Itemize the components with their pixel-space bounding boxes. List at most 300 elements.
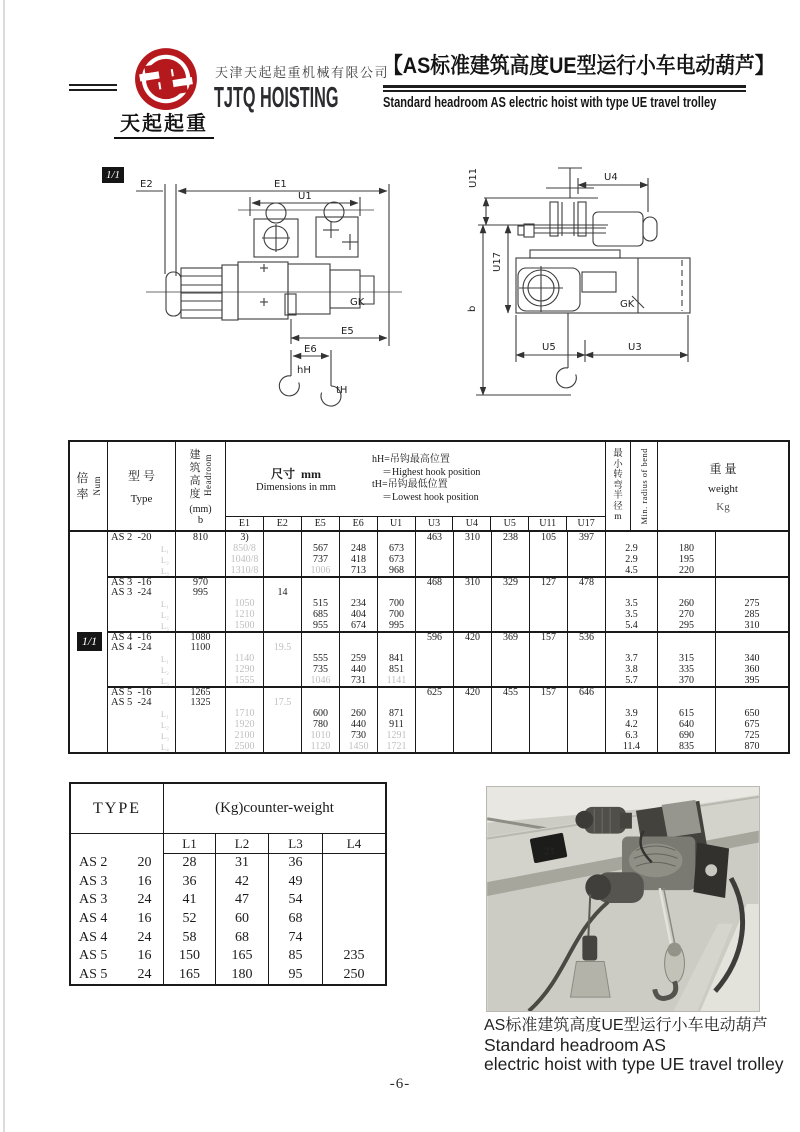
- table-cell: 640: [658, 719, 716, 730]
- dim-label-gk: GK: [350, 297, 365, 308]
- col-label-u5: U5: [491, 517, 529, 530]
- table-cell: 440: [340, 719, 378, 730]
- table-cell: [302, 587, 340, 598]
- table-cell: 180: [216, 966, 269, 985]
- table-cell: 235: [343, 948, 365, 964]
- table-cell: [226, 633, 264, 642]
- table-cell: 41: [164, 891, 216, 910]
- dim-label-gk: GK: [620, 299, 635, 310]
- table-cell: [416, 543, 454, 554]
- table-cell: [302, 532, 340, 543]
- type-header-en: Type: [130, 493, 153, 505]
- table-cell: 275: [744, 598, 760, 609]
- photo-caption-en-line2: electric hoist with type UE travel trolley: [484, 1053, 784, 1074]
- reeving-cell: [70, 532, 107, 752]
- table-cell: [176, 620, 226, 631]
- table-cell: [454, 697, 492, 708]
- table-cell: 1040/8: [226, 554, 264, 565]
- table-cell: 54: [269, 891, 323, 910]
- table-cell: 478: [568, 578, 606, 587]
- table-cell: 1310/8: [226, 565, 264, 576]
- table-cell: 49: [269, 873, 323, 892]
- table-cell: AS 4: [79, 911, 108, 927]
- table-cell: [716, 578, 788, 587]
- dimension-table-header: [108, 442, 788, 532]
- table-cell: [658, 688, 716, 697]
- table-cell: 238: [492, 532, 530, 543]
- table-cell: [302, 697, 340, 708]
- table-cell: [716, 565, 788, 576]
- table-cell: [530, 741, 568, 752]
- note-line: hH=吊钩最高位置: [372, 454, 450, 466]
- col-label-l1: L1: [164, 834, 216, 854]
- col-label-u11: U11: [529, 517, 567, 530]
- table-cell: [454, 609, 492, 620]
- dimension-table-body: [108, 532, 788, 752]
- table-cell: [568, 741, 606, 752]
- company-logo: [133, 46, 199, 112]
- table-cell: [492, 642, 530, 653]
- dims-unit: mm: [301, 467, 321, 482]
- table-row: [108, 620, 788, 631]
- table-cell: [176, 719, 226, 730]
- table-cell: [530, 620, 568, 631]
- table-cell: [530, 565, 568, 576]
- table-cell: [454, 741, 492, 752]
- table-cell: [492, 741, 530, 752]
- table-cell: [264, 543, 302, 554]
- cw-column-labels: [71, 834, 385, 854]
- radius-header-cn: 最小转弯半径m: [613, 449, 623, 523]
- table-cell: 24: [126, 928, 164, 947]
- table-cell: [454, 719, 492, 730]
- table-cell: [492, 675, 530, 686]
- table-cell: 24: [126, 891, 164, 910]
- table-row: [108, 741, 788, 752]
- note-line: tH=吊钩最低位置: [372, 479, 448, 491]
- table-cell: 646: [568, 688, 606, 697]
- radius-header-en: Min. radius of bend: [639, 447, 649, 525]
- dims-header-en: Dimensions in mm: [256, 482, 336, 494]
- table-cell: 165: [164, 966, 216, 985]
- radius-header: [606, 442, 658, 530]
- col-label-u17: U17: [577, 518, 595, 530]
- reeving-header-en: Num: [91, 476, 102, 496]
- table-cell: [340, 633, 378, 642]
- headroom-header-cn: 建筑高度: [189, 448, 201, 500]
- table-row: [108, 543, 788, 554]
- table-cell: [658, 587, 716, 598]
- table-cell: [716, 642, 788, 653]
- table-cell: [176, 609, 226, 620]
- table-cell: [530, 697, 568, 708]
- table-cell: [226, 697, 264, 708]
- table-cell: [530, 598, 568, 609]
- table-cell: [176, 653, 226, 664]
- table-cell: [454, 642, 492, 653]
- table-row: [108, 708, 788, 719]
- table-cell: 68: [216, 928, 269, 947]
- table-cell: 536: [568, 633, 606, 642]
- table-cell: [176, 675, 226, 686]
- table-cell: 195: [658, 554, 716, 565]
- end-view-drawing: [446, 160, 750, 412]
- table-cell: 250: [343, 966, 365, 982]
- table-cell: 105: [530, 532, 568, 543]
- table-cell: 340: [744, 653, 760, 664]
- table-cell: 68: [269, 910, 323, 929]
- table-cell: [492, 708, 530, 719]
- table-cell: [416, 741, 454, 752]
- table-cell: 420: [454, 688, 492, 697]
- table-cell: 673: [378, 554, 416, 565]
- table-cell: L₂: [108, 664, 176, 675]
- table-cell: [606, 688, 658, 697]
- counterweight-table-body: [71, 854, 385, 984]
- table-cell: 995: [378, 620, 416, 631]
- table-cell: AS 3: [79, 892, 108, 908]
- table-cell: [492, 730, 530, 741]
- table-cell: [568, 653, 606, 664]
- cw-main-header: (Kg)counter-weight: [215, 800, 334, 816]
- company-name-english: TJTQ HOISTING: [214, 82, 339, 114]
- table-cell: [416, 554, 454, 565]
- table-cell: 1721: [378, 741, 416, 752]
- table-cell: 31: [216, 854, 269, 873]
- table-cell: 911: [378, 719, 416, 730]
- table-cell: 36: [269, 854, 323, 873]
- table-cell: [264, 598, 302, 609]
- table-cell: 2500: [226, 741, 264, 752]
- table-cell: [264, 730, 302, 741]
- table-row: [71, 910, 385, 929]
- table-cell: [176, 741, 226, 752]
- table-cell: 248: [340, 543, 378, 554]
- table-cell: 1080: [176, 633, 226, 642]
- table-row: [108, 631, 788, 642]
- table-row: [71, 966, 385, 985]
- table-cell: 567: [302, 543, 340, 554]
- table-cell: 234: [340, 598, 378, 609]
- table-cell: 690: [658, 730, 716, 741]
- table-cell: L₁: [108, 598, 176, 609]
- table-row: [108, 686, 788, 697]
- table-cell: [492, 554, 530, 565]
- table-cell: [264, 719, 302, 730]
- table-cell: [323, 910, 385, 929]
- note-line: ＝Highest hook position: [382, 466, 481, 478]
- weight-unit: Kg: [716, 500, 730, 513]
- table-cell: 468: [416, 578, 454, 587]
- table-cell: AS 2 -20: [108, 532, 176, 543]
- table-cell: 871: [378, 708, 416, 719]
- table-cell: [658, 642, 716, 653]
- table-cell: L₂: [108, 719, 176, 730]
- table-cell: 180: [658, 543, 716, 554]
- table-cell: [264, 620, 302, 631]
- table-cell: [568, 609, 606, 620]
- table-cell: 685: [302, 609, 340, 620]
- table-cell: L₃: [108, 620, 176, 631]
- table-cell: L₂: [108, 609, 176, 620]
- table-cell: 650: [744, 708, 760, 719]
- header-double-rule: [69, 84, 117, 94]
- table-cell: 24: [126, 966, 164, 985]
- table-cell: 16: [126, 910, 164, 929]
- table-cell: [568, 730, 606, 741]
- page-edge-line: [3, 0, 5, 1132]
- table-row: [71, 928, 385, 947]
- table-cell: [454, 565, 492, 576]
- col-label-l4: L4: [323, 834, 385, 854]
- table-cell: [606, 697, 658, 708]
- table-row: [108, 598, 788, 609]
- company-name-chinese: 天津天起起重机械有限公司: [215, 65, 390, 80]
- table-cell: [176, 664, 226, 675]
- table-cell: [416, 587, 454, 598]
- table-cell: 515: [302, 598, 340, 609]
- table-cell: 1325: [176, 697, 226, 708]
- table-cell: 1140: [226, 653, 264, 664]
- table-cell: [226, 688, 264, 697]
- table-cell: [454, 675, 492, 686]
- dim-label-e6: E6: [304, 344, 317, 355]
- table-cell: 675: [744, 719, 760, 730]
- table-cell: 58: [164, 928, 216, 947]
- table-cell: [176, 730, 226, 741]
- table-cell: [340, 642, 378, 653]
- reeving-header-cn: 倍率: [76, 471, 89, 501]
- table-cell: 4.5: [606, 565, 658, 576]
- dim-label-e2: E2: [140, 179, 153, 190]
- table-cell: [378, 578, 416, 587]
- table-cell: 1210: [226, 609, 264, 620]
- table-row: [108, 565, 788, 576]
- table-cell: 220: [658, 565, 716, 576]
- table-cell: L₁: [108, 653, 176, 664]
- table-cell: [568, 719, 606, 730]
- table-cell: 835: [658, 741, 716, 752]
- table-cell: [416, 675, 454, 686]
- table-cell: 16: [126, 873, 164, 892]
- table-cell: 157: [530, 688, 568, 697]
- table-cell: [264, 633, 302, 642]
- col-label-u3: U3: [416, 517, 454, 530]
- table-cell: [568, 675, 606, 686]
- cw-header-spacer: [71, 834, 164, 854]
- drawing-lines: [476, 168, 690, 395]
- side-view-drawing: [126, 164, 428, 436]
- table-cell: [492, 653, 530, 664]
- table-cell: 260: [340, 708, 378, 719]
- table-cell: [568, 620, 606, 631]
- table-cell: 47: [216, 891, 269, 910]
- table-cell: [340, 532, 378, 543]
- table-cell: 420: [454, 633, 492, 642]
- table-cell: 397: [568, 532, 606, 543]
- page-subtitle: Standard headroom AS electric hoist with type UE travel trolley: [383, 94, 717, 111]
- table-cell: 1710: [226, 708, 264, 719]
- table-cell: 3): [226, 532, 264, 543]
- table-cell: [454, 587, 492, 598]
- table-cell: [264, 554, 302, 565]
- table-cell: 60: [216, 910, 269, 929]
- table-cell: 335: [658, 664, 716, 675]
- dims-header-cn: 尺寸: [270, 467, 295, 482]
- table-cell: L₁: [108, 543, 176, 554]
- table-cell: 28: [164, 854, 216, 873]
- table-cell: 310: [454, 578, 492, 587]
- table-cell: 395: [744, 675, 760, 686]
- table-cell: [302, 578, 340, 587]
- table-cell: [340, 697, 378, 708]
- capacity-sign-text: 2t: [542, 845, 557, 859]
- table-cell: [568, 554, 606, 565]
- dim-label-b: b: [467, 305, 478, 312]
- table-cell: 1120: [302, 741, 340, 752]
- table-cell: [176, 554, 226, 565]
- table-cell: 95: [269, 966, 323, 985]
- table-cell: [568, 697, 606, 708]
- table-cell: [568, 598, 606, 609]
- table-cell: [716, 532, 788, 543]
- table-cell: 1450: [340, 741, 378, 752]
- table-cell: [226, 642, 264, 653]
- table-cell: [568, 664, 606, 675]
- weight-header-en: weight: [708, 482, 738, 495]
- dim-label-u4: U4: [604, 172, 618, 183]
- logo-chinese-name: 天起起重: [114, 107, 214, 139]
- table-cell: [416, 598, 454, 609]
- table-cell: [530, 719, 568, 730]
- table-cell: [568, 565, 606, 576]
- table-cell: [716, 633, 788, 642]
- table-cell: 730: [340, 730, 378, 741]
- table-cell: [454, 664, 492, 675]
- table-cell: [378, 642, 416, 653]
- table-cell: [716, 587, 788, 598]
- reeving-column: [70, 442, 108, 752]
- table-row: [71, 854, 385, 873]
- table-cell: [606, 532, 658, 543]
- table-cell: 851: [378, 664, 416, 675]
- table-cell: 3.5: [606, 609, 658, 620]
- table-cell: AS 2: [79, 855, 108, 871]
- table-cell: [530, 708, 568, 719]
- table-cell: 5.7: [606, 675, 658, 686]
- table-cell: [568, 543, 606, 554]
- table-cell: [416, 620, 454, 631]
- table-cell: 1006: [302, 565, 340, 576]
- table-row: [108, 664, 788, 675]
- table-cell: AS 5 -16: [108, 688, 176, 697]
- table-cell: [658, 578, 716, 587]
- col-label-u4: U4: [453, 517, 491, 530]
- table-cell: 1141: [378, 675, 416, 686]
- table-cell: 970: [176, 578, 226, 587]
- table-cell: 700: [378, 598, 416, 609]
- table-cell: [416, 609, 454, 620]
- table-cell: 968: [378, 565, 416, 576]
- table-cell: AS 5: [79, 948, 108, 964]
- table-cell: [340, 578, 378, 587]
- table-row: [71, 891, 385, 910]
- table-cell: 1100: [176, 642, 226, 653]
- dim-label-u17: U17: [492, 251, 503, 272]
- table-cell: 19.5: [264, 642, 302, 653]
- table-cell: [606, 587, 658, 598]
- table-cell: [454, 730, 492, 741]
- hook-position-note: [366, 454, 605, 504]
- table-cell: 369: [492, 633, 530, 642]
- table-cell: 615: [658, 708, 716, 719]
- table-cell: 315: [658, 653, 716, 664]
- photo-caption-en-line1: Standard headroom AS: [484, 1035, 666, 1055]
- table-cell: [454, 653, 492, 664]
- table-cell: [323, 928, 385, 947]
- dim-label-e5: E5: [341, 326, 354, 337]
- table-cell: 674: [340, 620, 378, 631]
- type-header-cn: 型 号: [127, 469, 155, 483]
- table-cell: 3.7: [606, 653, 658, 664]
- col-label-e5: E5: [302, 517, 340, 530]
- table-cell: [716, 543, 788, 554]
- table-cell: 600: [302, 708, 340, 719]
- table-cell: [492, 565, 530, 576]
- table-cell: [416, 719, 454, 730]
- table-cell: [492, 697, 530, 708]
- table-cell: [492, 664, 530, 675]
- table-cell: 713: [340, 565, 378, 576]
- table-cell: [716, 697, 788, 708]
- table-cell: [658, 633, 716, 642]
- table-cell: 731: [340, 675, 378, 686]
- dim-label-u3: U3: [628, 342, 642, 353]
- table-cell: [264, 653, 302, 664]
- table-cell: [416, 653, 454, 664]
- table-cell: [492, 719, 530, 730]
- table-cell: [264, 578, 302, 587]
- photo-caption: [484, 1016, 784, 1073]
- col-label-e6: E6: [340, 517, 378, 530]
- table-cell: [323, 854, 385, 873]
- table-cell: 625: [416, 688, 454, 697]
- page-title: 【AS标准建筑高度UE型运行小车电动葫芦】: [383, 53, 775, 78]
- table-cell: 404: [340, 609, 378, 620]
- scale-badge: 1/1: [102, 167, 124, 183]
- table-cell: 285: [744, 609, 760, 620]
- table-cell: [378, 688, 416, 697]
- table-cell: [492, 620, 530, 631]
- table-cell: [530, 543, 568, 554]
- table-cell: [264, 664, 302, 675]
- table-cell: [302, 633, 340, 642]
- table-cell: [176, 708, 226, 719]
- table-row: [108, 697, 788, 708]
- table-cell: 127: [530, 578, 568, 587]
- headroom-header: [176, 442, 226, 530]
- table-cell: 14: [264, 587, 302, 598]
- table-cell: [454, 708, 492, 719]
- table-cell: [264, 688, 302, 697]
- table-cell: AS 5: [79, 966, 108, 982]
- table-cell: [568, 642, 606, 653]
- table-cell: [454, 554, 492, 565]
- table-cell: [492, 609, 530, 620]
- table-cell: 259: [340, 653, 378, 664]
- table-cell: [340, 688, 378, 697]
- table-cell: 150: [164, 947, 216, 966]
